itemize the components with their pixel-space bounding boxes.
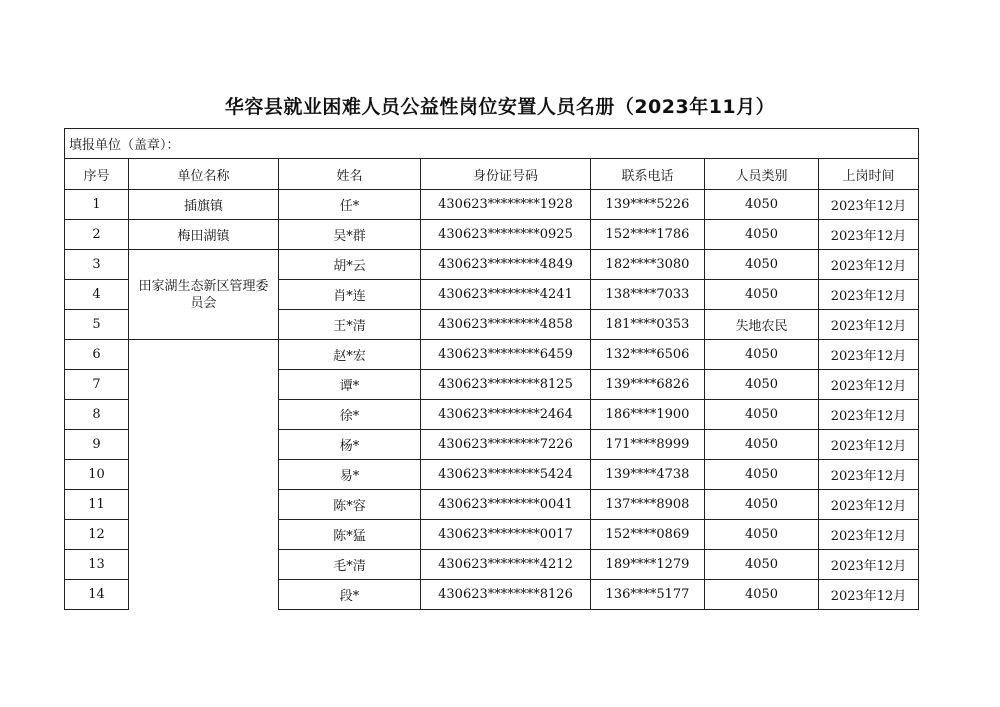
cell-unit: 田家湖生态新区管理委员会 [129, 250, 279, 340]
cell-no: 11 [65, 490, 129, 520]
header-start: 上岗时间 [819, 159, 919, 190]
cell-unit-empty [129, 340, 279, 610]
table-row [65, 190, 919, 220]
cell-start: 2023年12月 [819, 310, 919, 340]
cell-category: 4050 [705, 550, 819, 580]
cell-phone: 139****5226 [591, 190, 705, 220]
cell-name: 毛*清 [279, 550, 421, 580]
cell-no: 10 [65, 460, 129, 490]
cell-name: 徐* [279, 400, 421, 430]
cell-phone: 152****0869 [591, 520, 705, 550]
cell-category: 4050 [705, 430, 819, 460]
cell-start: 2023年12月 [819, 340, 919, 370]
cell-category: 失地农民 [705, 310, 819, 340]
cell-start: 2023年12月 [819, 370, 919, 400]
cell-id: 430623********6459 [421, 340, 591, 370]
cell-name: 胡*云 [279, 250, 421, 280]
fill-unit-row [65, 129, 919, 159]
cell-name: 杨* [279, 430, 421, 460]
header-category: 人员类别 [705, 159, 819, 190]
cell-name: 谭* [279, 370, 421, 400]
header-unit: 单位名称 [129, 159, 279, 190]
header-name: 姓名 [279, 159, 421, 190]
cell-id: 430623********4849 [421, 250, 591, 280]
cell-id: 430623********5424 [421, 460, 591, 490]
cell-phone: 189****1279 [591, 550, 705, 580]
cell-phone: 139****4738 [591, 460, 705, 490]
cell-name: 易* [279, 460, 421, 490]
cell-category: 4050 [705, 340, 819, 370]
cell-no: 6 [65, 340, 129, 370]
cell-phone: 132****6506 [591, 340, 705, 370]
cell-name: 赵*宏 [279, 340, 421, 370]
cell-start: 2023年12月 [819, 580, 919, 610]
cell-start: 2023年12月 [819, 220, 919, 250]
cell-name: 陈*容 [279, 490, 421, 520]
cell-no: 13 [65, 550, 129, 580]
cell-phone: 181****0353 [591, 310, 705, 340]
cell-no: 9 [65, 430, 129, 460]
cell-start: 2023年12月 [819, 490, 919, 520]
cell-id: 430623********8126 [421, 580, 591, 610]
cell-unit: 插旗镇 [129, 190, 279, 220]
cell-category: 4050 [705, 580, 819, 610]
cell-category: 4050 [705, 250, 819, 280]
cell-id: 430623********0041 [421, 490, 591, 520]
cell-start: 2023年12月 [819, 550, 919, 580]
cell-id: 430623********0017 [421, 520, 591, 550]
table-row [65, 340, 919, 370]
cell-no: 14 [65, 580, 129, 610]
cell-start: 2023年12月 [819, 280, 919, 310]
cell-category: 4050 [705, 190, 819, 220]
cell-start: 2023年12月 [819, 430, 919, 460]
cell-no: 3 [65, 250, 129, 280]
cell-start: 2023年12月 [819, 400, 919, 430]
header-id: 身份证号码 [421, 159, 591, 190]
cell-phone: 182****3080 [591, 250, 705, 280]
table-row [65, 250, 919, 280]
fill-unit-label: 填报单位（盖章）： [65, 129, 919, 159]
cell-category: 4050 [705, 460, 819, 490]
cell-id: 430623********8125 [421, 370, 591, 400]
cell-no: 8 [65, 400, 129, 430]
cell-start: 2023年12月 [819, 460, 919, 490]
cell-id: 430623********2464 [421, 400, 591, 430]
cell-id: 430623********0925 [421, 220, 591, 250]
cell-name: 王*清 [279, 310, 421, 340]
cell-name: 陈*猛 [279, 520, 421, 550]
cell-phone: 186****1900 [591, 400, 705, 430]
cell-name: 吴*群 [279, 220, 421, 250]
cell-no: 1 [65, 190, 129, 220]
cell-unit: 梅田湖镇 [129, 220, 279, 250]
cell-category: 4050 [705, 280, 819, 310]
cell-start: 2023年12月 [819, 520, 919, 550]
header-row [65, 159, 919, 190]
cell-category: 4050 [705, 220, 819, 250]
cell-category: 4050 [705, 400, 819, 430]
cell-no: 7 [65, 370, 129, 400]
cell-no: 5 [65, 310, 129, 340]
header-no: 序号 [65, 159, 129, 190]
document-title: 华容县就业困难人员公益性岗位安置人员名册（2023年11月） [224, 96, 776, 118]
cell-id: 430623********7226 [421, 430, 591, 460]
cell-no: 2 [65, 220, 129, 250]
header-phone: 联系电话 [591, 159, 705, 190]
cell-phone: 152****1786 [591, 220, 705, 250]
cell-id: 430623********4858 [421, 310, 591, 340]
cell-phone: 137****8908 [591, 490, 705, 520]
cell-phone: 136****5177 [591, 580, 705, 610]
cell-name: 肖*连 [279, 280, 421, 310]
cell-phone: 171****8999 [591, 430, 705, 460]
cell-id: 430623********4212 [421, 550, 591, 580]
cell-name: 段* [279, 580, 421, 610]
cell-name: 任* [279, 190, 421, 220]
cell-category: 4050 [705, 490, 819, 520]
cell-start: 2023年12月 [819, 250, 919, 280]
roster-table [64, 128, 919, 610]
cell-id: 430623********1928 [421, 190, 591, 220]
cell-no: 12 [65, 520, 129, 550]
cell-no: 4 [65, 280, 129, 310]
cell-category: 4050 [705, 370, 819, 400]
cell-phone: 139****6826 [591, 370, 705, 400]
cell-category: 4050 [705, 520, 819, 550]
table-row [65, 220, 919, 250]
cell-id: 430623********4241 [421, 280, 591, 310]
cell-phone: 138****7033 [591, 280, 705, 310]
cell-start: 2023年12月 [819, 190, 919, 220]
